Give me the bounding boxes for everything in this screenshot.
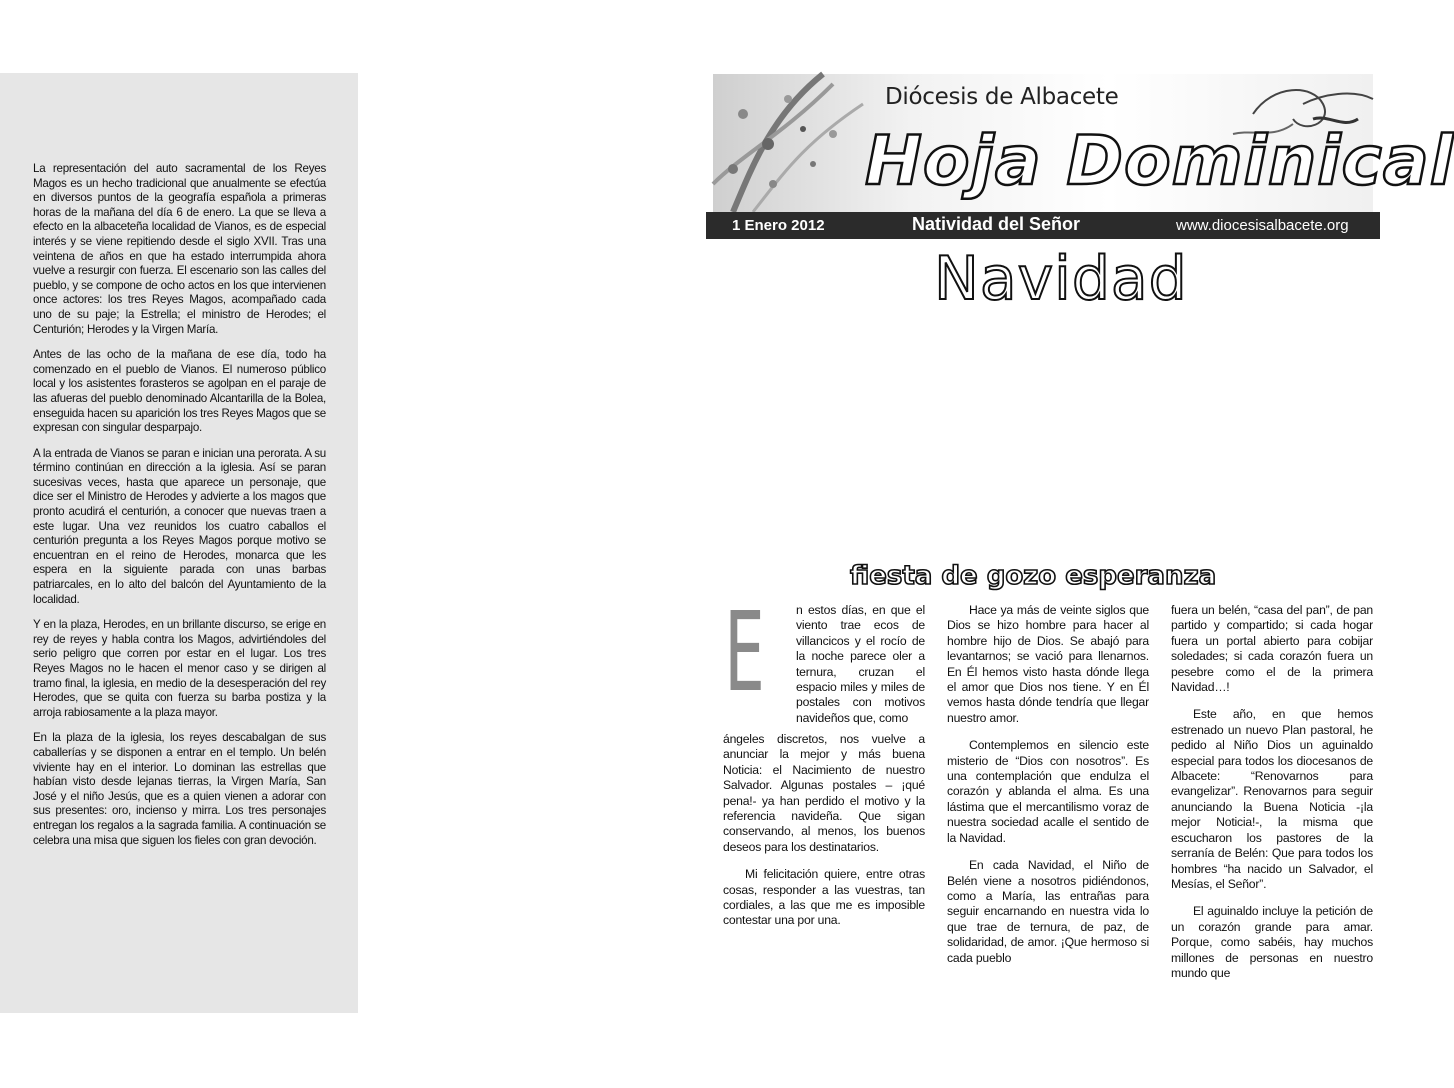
issue-info-bar xyxy=(706,212,1380,239)
col1-paragraph-2: Mi felicitación quiere, entre otras cosas, responder a las vuestras, tan cordiales, a las que me es imposible contestar una por una. xyxy=(723,867,925,928)
article-title: Navidad xyxy=(934,244,1188,314)
col2-paragraph-2: Contemplemos en silencio este misterio de “Dios con nosotros”. Es una contemplación que endulza el corazón y ablanda el alma. Es una lástima que el mercantilismo voraz de nuestra sociedad acalle el sentido de la Navidad. xyxy=(947,738,1149,845)
column-1 xyxy=(723,732,925,941)
publication-title: Hoja Dominical xyxy=(865,122,1454,201)
left-paragraph-2: Antes de las ocho de la mañana de ese día, todo ha comenzado en el pueblo de Vianos. El numeroso público local y los asistentes forasteros se agolpan en el paraje de las afueras del pueblo denominado Alcantarilla de la Bolea, enseguida hacen su aparición los tres Reyes Magos que se expresan con singular desparpajo. xyxy=(33,348,326,435)
website-link[interactable]: www.diocesisalbacete.org xyxy=(1176,217,1349,234)
article-subtitle: fiesta de gozo esperanza xyxy=(850,561,1217,591)
diocese-name: Diócesis de Albacete xyxy=(885,84,1119,110)
feast-name: Natividad del Señor xyxy=(912,214,1081,234)
issue-date: 1 Enero 2012 xyxy=(732,217,825,234)
left-paragraph-4: Y en la plaza, Herodes, en un brillante discurso, se erige en rey de reyes y habla contra los Magos, advirtiéndoles del serio peligro que corren por estar en el lugar. Los tres Reyes Magos no le hacen el menor caso y se dirigen al tramo final, la iglesia, en medio de la desesperación del rey Herodes, que se quita con fuerza su barba postiza y la arroja rabiosamente a la plaza mayor. xyxy=(33,618,326,719)
left-paragraph-5: En la plaza de la iglesia, los reyes descabalgan de sus caballerías y se disponen a entrar en el templo. Un belén viviente hay en el interior. Lo dominan las estrellas que habían visto desde lejanas tierras, la Virgen María, San José y el niño Jesús, que es a quien vienen a adorar con sus presentes: oro, incienso y mirra. Los tres personajes entregan los regalos a la sagrada familia. A continuación se celebra una misa que siguen los fieles con gran devoción. xyxy=(33,731,326,847)
col3-paragraph-3: El aguinaldo incluye la petición de un corazón grande para amar. Porque, como sabéis, hay muchos millones de personas en nuestro mundo que xyxy=(1171,904,1373,980)
column-2 xyxy=(947,603,1149,978)
column-3 xyxy=(1171,603,1373,993)
column-1-top xyxy=(796,603,925,738)
col2-paragraph-3: En cada Navidad, el Niño de Belén viene a nosotros pidiéndonos, como a María, las entrañas para seguir encarnando en nuestra vida lo que trae de ternura, de paz, de solidaridad, de amor. ¡Que hermoso si cada pueblo xyxy=(947,858,1149,965)
col1-opening: n estos días, en que el viento trae ecos de villancicos y el rocío de la noche parece oler a ternura, cruzan el espacio miles y miles de postales con motivos navideños que, como xyxy=(796,603,925,725)
drop-cap: E xyxy=(724,588,766,716)
col3-paragraph-2: Este año, en que hemos estrenado un nuevo Plan pastoral, he pedido al Niño Dios un aguinaldo especial para todos los diocesanos de Albacete: “Renovarnos para evangelizar”. Renovarnos para seguir anunciando la Buena Noticia -¡la mejor Noticia!-, la misma que escucharon los pastores de la serranía de Belén: Que para todos los hombres “ha nacido un Salvador, el Mesías, el Señor”. xyxy=(1171,707,1373,891)
col3-paragraph-1: fuera un belén, “casa del pan”, de pan partido y compartido; si cada hogar fuera un portal abierto para cobijar soledades; si cada corazón fuera un pesebre como el de la primera Navidad…! xyxy=(1171,603,1373,695)
col1-paragraph-1: ángeles discretos, nos vuelve a anunciar la mejor y más buena Noticia: el Nacimiento de nuestro Salvador. Algunas postales – ¡qué pena!- ya han perdido el motivo y la referencia navideña. Que sigan conservando, al menos, los buenos deseos para los destinatarios. xyxy=(723,732,925,854)
col2-paragraph-1: Hace ya más de veinte siglos que Dios se hizo hombre para hacer al hombre hijo de Dios. Se abajó para levantarnos; se vació para llenarnos. En Él hemos visto hasta dónde llega el amor que Dios nos tiene. Y en Él vemos hasta dónde tendría que llegar nuestro amor. xyxy=(947,603,1149,725)
left-column-text xyxy=(33,162,326,859)
left-paragraph-1: La representación del auto sacramental de los Reyes Magos es un hecho tradicional que anualmente se efectúa en diversos puntos de la geografía española a primeras horas de la mañana del día 6 de enero. La que se lleva a efecto en la albaceteña localidad de Vianos, es de especial interés y se viene repitiendo desde el siglo XVII. Tras una veintena de años en que ha estado interrumpida ahora vuelve a resurgir con fuerza. El escenario son las calles del pueblo, y se compone de ocho actos en los que intervienen once actores: los tres Reyes Magos, acompañado cada uno de su paje; la Estrella; el ministro de Herodes; el Centurión; Herodes y la Virgen María. xyxy=(33,162,326,336)
left-paragraph-3: A la entrada de Vianos se paran e inician una perorata. A su término continúan en dirección a la iglesia. Así se paran sucesivas veces, hasta que aparece un personaje, que dice ser el Ministro de Herodes y advierte a los magos que pronto acudirá el centurión, a conocer que nuevas traen a este lugar. Una vez reunidos los cuatro caballos el centurión pregunta a los Reyes Magos porque motivo se encuentran en el reino de Herodes, monarca que les espera en la siguiente parada con unas barbas patriarcales, en lo alto del balcón del Ayuntamiento de la localidad. xyxy=(33,446,326,606)
masthead-banner xyxy=(713,74,1454,212)
